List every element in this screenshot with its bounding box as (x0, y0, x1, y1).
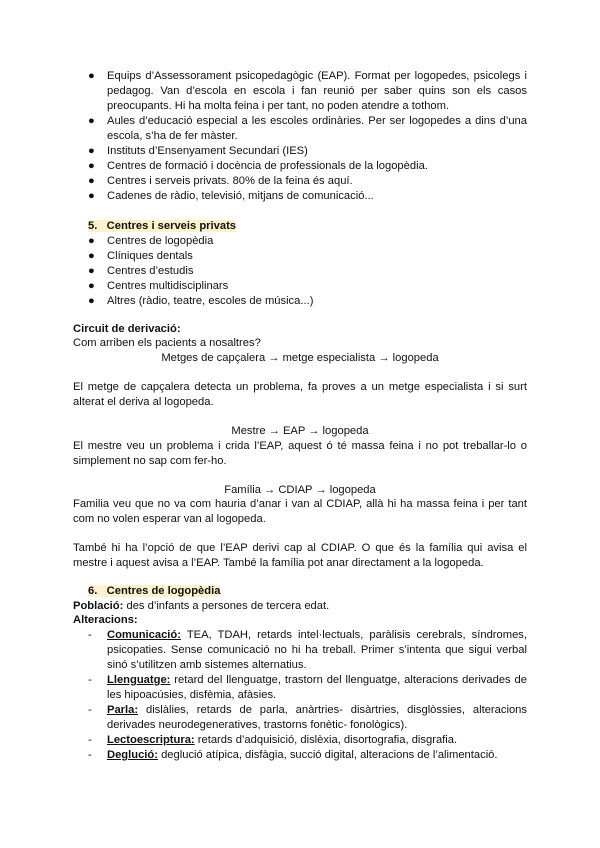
flow-1: Metges de capçalera → metge especialista → logopeda (161, 352, 439, 364)
list-item: ● Centres de formació i docència de professionals de la logopèdia. (88, 160, 428, 172)
alteracions-heading: Alteracions: (73, 614, 138, 626)
list-item: ● Cadenes de ràdio, televisió, mitjans de comunicació... (88, 190, 374, 202)
circuit-heading: Circuit de derivació: (73, 323, 181, 335)
flow-3: Família → CDIAP → logopeda (224, 484, 376, 496)
list-item: ● Clíniques dentals (88, 250, 193, 262)
dash-icon: - (88, 674, 92, 686)
list-item: ● Centres d’estudis (88, 265, 194, 277)
section-5-list (88, 234, 527, 309)
list-item: ● Centres i serveis privats. 80% de la feina és aquí. (88, 175, 353, 187)
dash-icon: - (88, 734, 92, 746)
list-item: ● Equips d’Assessorament psicopedagògic (EAP). Format per logopedes, psicolegs i pedagog. Van d’escola en escola i fan reunió per saber quins son els casos preocupants. Hi ha molta feina i per tant, no poden atendre a tothom. (88, 70, 527, 112)
list-item: ● Centres de logopèdia (88, 235, 214, 247)
list-item: ● Altres (ràdio, teatre, escoles de música...) (88, 295, 314, 307)
bullet-icon: ● (88, 115, 95, 127)
bullet-icon: ● (88, 160, 95, 172)
list-item: - Lectoescriptura: retards d’adquisició, dislèxia, disortografia, disgrafia. (88, 734, 458, 746)
bullet-icon: ● (88, 295, 95, 307)
list-item: ● Instituts d’Ensenyament Secundari (IES) (88, 145, 308, 157)
list-item: - Deglució: deglució atípica, disfàgia, succió digital, alteracions de l’alimentació. (88, 749, 498, 761)
list-item: ● Centres multidisciplinars (88, 280, 229, 292)
dash-icon: - (88, 749, 92, 761)
paragraph-3: Familia veu que no va com hauria d’anar i van al CDIAP, allà hi ha massa feina i per tant com no volen esperar van al logopeda. (73, 498, 527, 525)
bullet-icon: ● (88, 70, 95, 82)
flow-2: Mestre → EAP → logopeda (231, 425, 369, 437)
poblacio-line: Població: des d’infants a persones de tercera edat. (73, 600, 330, 612)
bullet-icon: ● (88, 175, 95, 187)
dash-icon: - (88, 704, 92, 716)
paragraph-2: El mestre veu un problema i crida l’EAP, aquest ó té massa feina i no pot treballar-lo o simplement no sap com fer-ho. (73, 440, 527, 467)
dash-icon: - (88, 629, 92, 641)
section-5-heading: 5. Centres i serveis privats (88, 220, 237, 232)
list-item: - Comunicació: TEA, TDAH, retards intel·lectuals, paràlisis cerebrals, síndromes, psicopaties. Sense comunicació no hi ha treball. Primer s’intenta que sigui verbal sinó s’utilitzen amb sistemes alternatius. (88, 629, 527, 671)
section-6-heading: 6. Centres de logopèdia (88, 585, 221, 597)
paragraph-1: El metge de capçalera detecta un problema, fa proves a un metge especialista i si surt alterat el deriva al logopeda. (73, 381, 527, 408)
circuit-question: Com arriben els pacients a nosaltres? (73, 337, 261, 349)
list-item: - Llenguatge: retard del llenguatge, trastorn del llenguatge, alteracions derivades de les hipoacúsies, disfèmia, afàsies. (88, 674, 527, 701)
bullet-icon: ● (88, 235, 95, 247)
institutions-list (88, 69, 527, 204)
bullet-icon: ● (88, 265, 95, 277)
bullet-icon: ● (88, 190, 95, 202)
paragraph-4: També hi ha l’opció de que l’EAP derivi cap al CDIAP. O que és la família qui avisa el mestre i aquest avisa a l’EAP. També la família pot anar directament a la logopeda. (73, 542, 527, 569)
list-item: ● Aules d’educació especial a les escoles ordinàries. Per ser logopedes a dins d’una escola, s’ha de fer màster. (88, 115, 527, 142)
bullet-icon: ● (88, 250, 95, 262)
bullet-icon: ● (88, 145, 95, 157)
alteracions-list (88, 628, 527, 763)
list-item: - Parla: dislàlies, retards de parla, anàrtries- disàrtries, disglòssies, alteracions derivades neurodegeneratives, trastorns fonètic- fonològics). (88, 704, 527, 731)
bullet-icon: ● (88, 280, 95, 292)
